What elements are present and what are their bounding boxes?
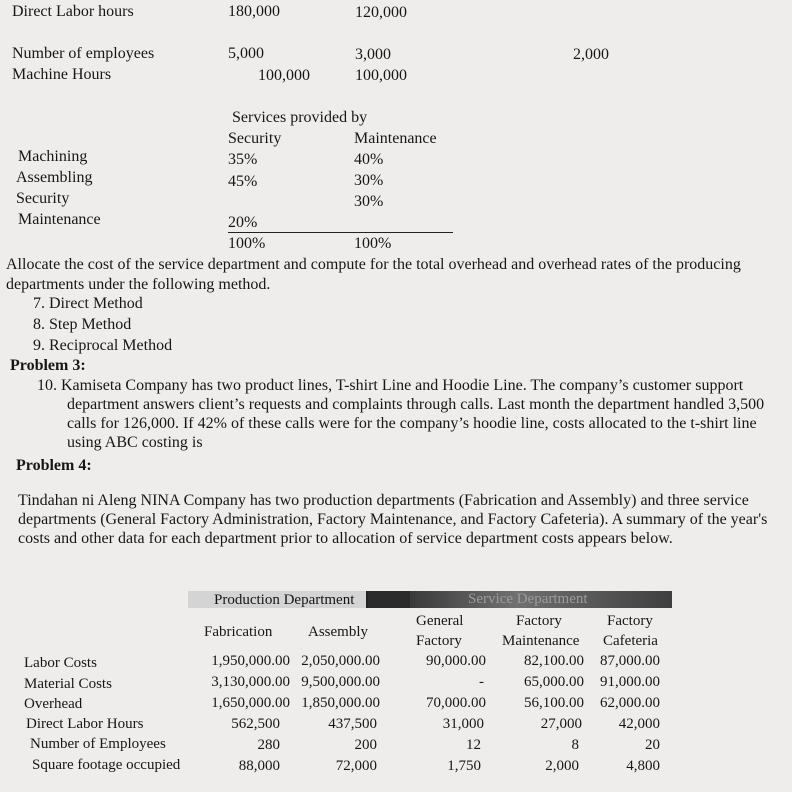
- cell-assembly: 1,850,000.00: [301, 695, 380, 711]
- cell-fabrication: 1,650,000.00: [211, 695, 290, 711]
- problem-4-heading: Problem 4:: [16, 457, 92, 474]
- machine-hours-value-1: 100,000: [258, 67, 310, 84]
- cell-fabrication: 1,950,000.00: [211, 653, 290, 669]
- cell-fabrication: 280: [257, 737, 280, 753]
- services-row-maintenance-value: 30%: [354, 172, 384, 189]
- cell-assembly: 200: [354, 737, 377, 753]
- col-maintenance-line1: Factory: [516, 613, 562, 629]
- row-label: Overhead: [24, 696, 83, 712]
- direct-labor-label: Direct Labor hours: [12, 3, 134, 20]
- cell-maintenance: 56,100.00: [524, 695, 584, 711]
- cell-assembly: 437,500: [328, 716, 377, 732]
- cell-general: -: [479, 674, 484, 690]
- cell-maintenance: 2,000: [545, 758, 579, 774]
- employees-value-1: 5,000: [228, 45, 264, 62]
- cell-general: 31,000: [442, 716, 484, 732]
- col-general-line1: General: [416, 613, 464, 629]
- machine-hours-value-2: 100,000: [355, 67, 407, 84]
- service-department-header: Service Department: [468, 591, 588, 607]
- method-item: 9. Reciprocal Method: [33, 337, 173, 354]
- col-maintenance-line2: Maintenance: [502, 633, 580, 649]
- row-label: Square footage occupied: [32, 757, 181, 773]
- cell-cafeteria: 87,000.00: [600, 653, 660, 669]
- services-row-label: Security: [16, 190, 70, 207]
- col-assembly: Assembly: [308, 624, 368, 640]
- services-col-security: Security: [228, 130, 282, 147]
- cell-cafeteria: 91,000.00: [600, 674, 660, 690]
- services-row-security-value: 20%: [228, 214, 258, 231]
- cell-maintenance: 65,000.00: [524, 674, 584, 690]
- services-total-maintenance: 100%: [354, 235, 392, 252]
- col-cafeteria-line1: Factory: [607, 613, 653, 629]
- problem-3-text: 10. Kamiseta Company has two product lines, T-shirt Line and Hoodie Line. The company’s customer support department answers client’s requests and complaints through calls. Last month the department handled 3,500 calls for 126,000. If 42% of these calls were for the company’s hoodie line, costs allocated to the t-shirt line using ABC costing is: [37, 377, 765, 451]
- col-cafeteria-line2: Cafeteria: [603, 633, 658, 649]
- services-row-label: Machining: [18, 148, 88, 165]
- services-row-maintenance-value: 30%: [354, 193, 384, 210]
- direct-labor-value-1: 180,000: [228, 3, 280, 20]
- col-general-line2: Factory: [416, 633, 462, 649]
- row-label: Material Costs: [24, 676, 112, 692]
- cell-assembly: 2,050,000.00: [301, 653, 380, 669]
- cell-general: 1,750: [447, 758, 481, 774]
- cell-cafeteria: 20: [645, 737, 660, 753]
- cell-assembly: 9,500,000.00: [301, 674, 380, 690]
- machine-hours-label: Machine Hours: [12, 66, 112, 83]
- cell-cafeteria: 42,000: [618, 716, 660, 732]
- cell-general: 90,000.00: [426, 653, 486, 669]
- cell-general: 70,000.00: [426, 695, 486, 711]
- employees-label: Number of employees: [12, 45, 155, 62]
- instructions-text: Allocate the cost of the service department and compute for the total overhead and overhead rates of the producing departments under the following method.: [6, 256, 741, 293]
- method-item: 8. Step Method: [33, 316, 132, 333]
- services-col-maintenance: Maintenance: [354, 130, 437, 147]
- col-fabrication: Fabrication: [204, 624, 273, 640]
- problem-3-heading: Problem 3:: [10, 357, 86, 374]
- services-row-label: Assembling: [16, 169, 93, 186]
- method-item: 7. Direct Method: [33, 295, 143, 312]
- services-total-rule: [228, 232, 453, 233]
- production-department-header: Production Department: [214, 592, 355, 608]
- cell-fabrication: 3,130,000.00: [211, 674, 290, 690]
- cell-maintenance: 8: [571, 737, 579, 753]
- services-title: Services provided by: [232, 109, 368, 126]
- services-row-security-value: 35%: [228, 151, 258, 168]
- employees-value-2: 3,000: [355, 46, 391, 63]
- employees-value-3: 2,000: [573, 46, 609, 63]
- services-row-label: Maintenance: [18, 211, 101, 228]
- cell-cafeteria: 4,800: [626, 758, 660, 774]
- cell-cafeteria: 62,000.00: [600, 695, 660, 711]
- row-label: Labor Costs: [24, 655, 97, 671]
- cell-fabrication: 562,500: [231, 716, 280, 732]
- services-total-security: 100%: [228, 235, 266, 252]
- direct-labor-value-2: 120,000: [355, 4, 407, 21]
- cell-general: 12: [466, 737, 481, 753]
- cell-maintenance: 27,000: [540, 716, 582, 732]
- cell-fabrication: 88,000: [238, 758, 280, 774]
- row-label: Direct Labor Hours: [26, 716, 144, 732]
- cell-maintenance: 82,100.00: [524, 653, 584, 669]
- services-row-maintenance-value: 40%: [354, 151, 384, 168]
- services-row-security-value: 45%: [228, 173, 258, 190]
- row-label: Number of Employees: [30, 736, 166, 752]
- cell-assembly: 72,000: [335, 758, 377, 774]
- problem-4-text: Tindahan ni Aleng NINA Company has two production departments (Fabrication and Assembly) and three service departments (General Factory Administration, Factory Maintenance, and Factory Cafeteria). A summary of the year's costs and other data for each department prior to allocation of service department costs appears below.: [18, 492, 768, 547]
